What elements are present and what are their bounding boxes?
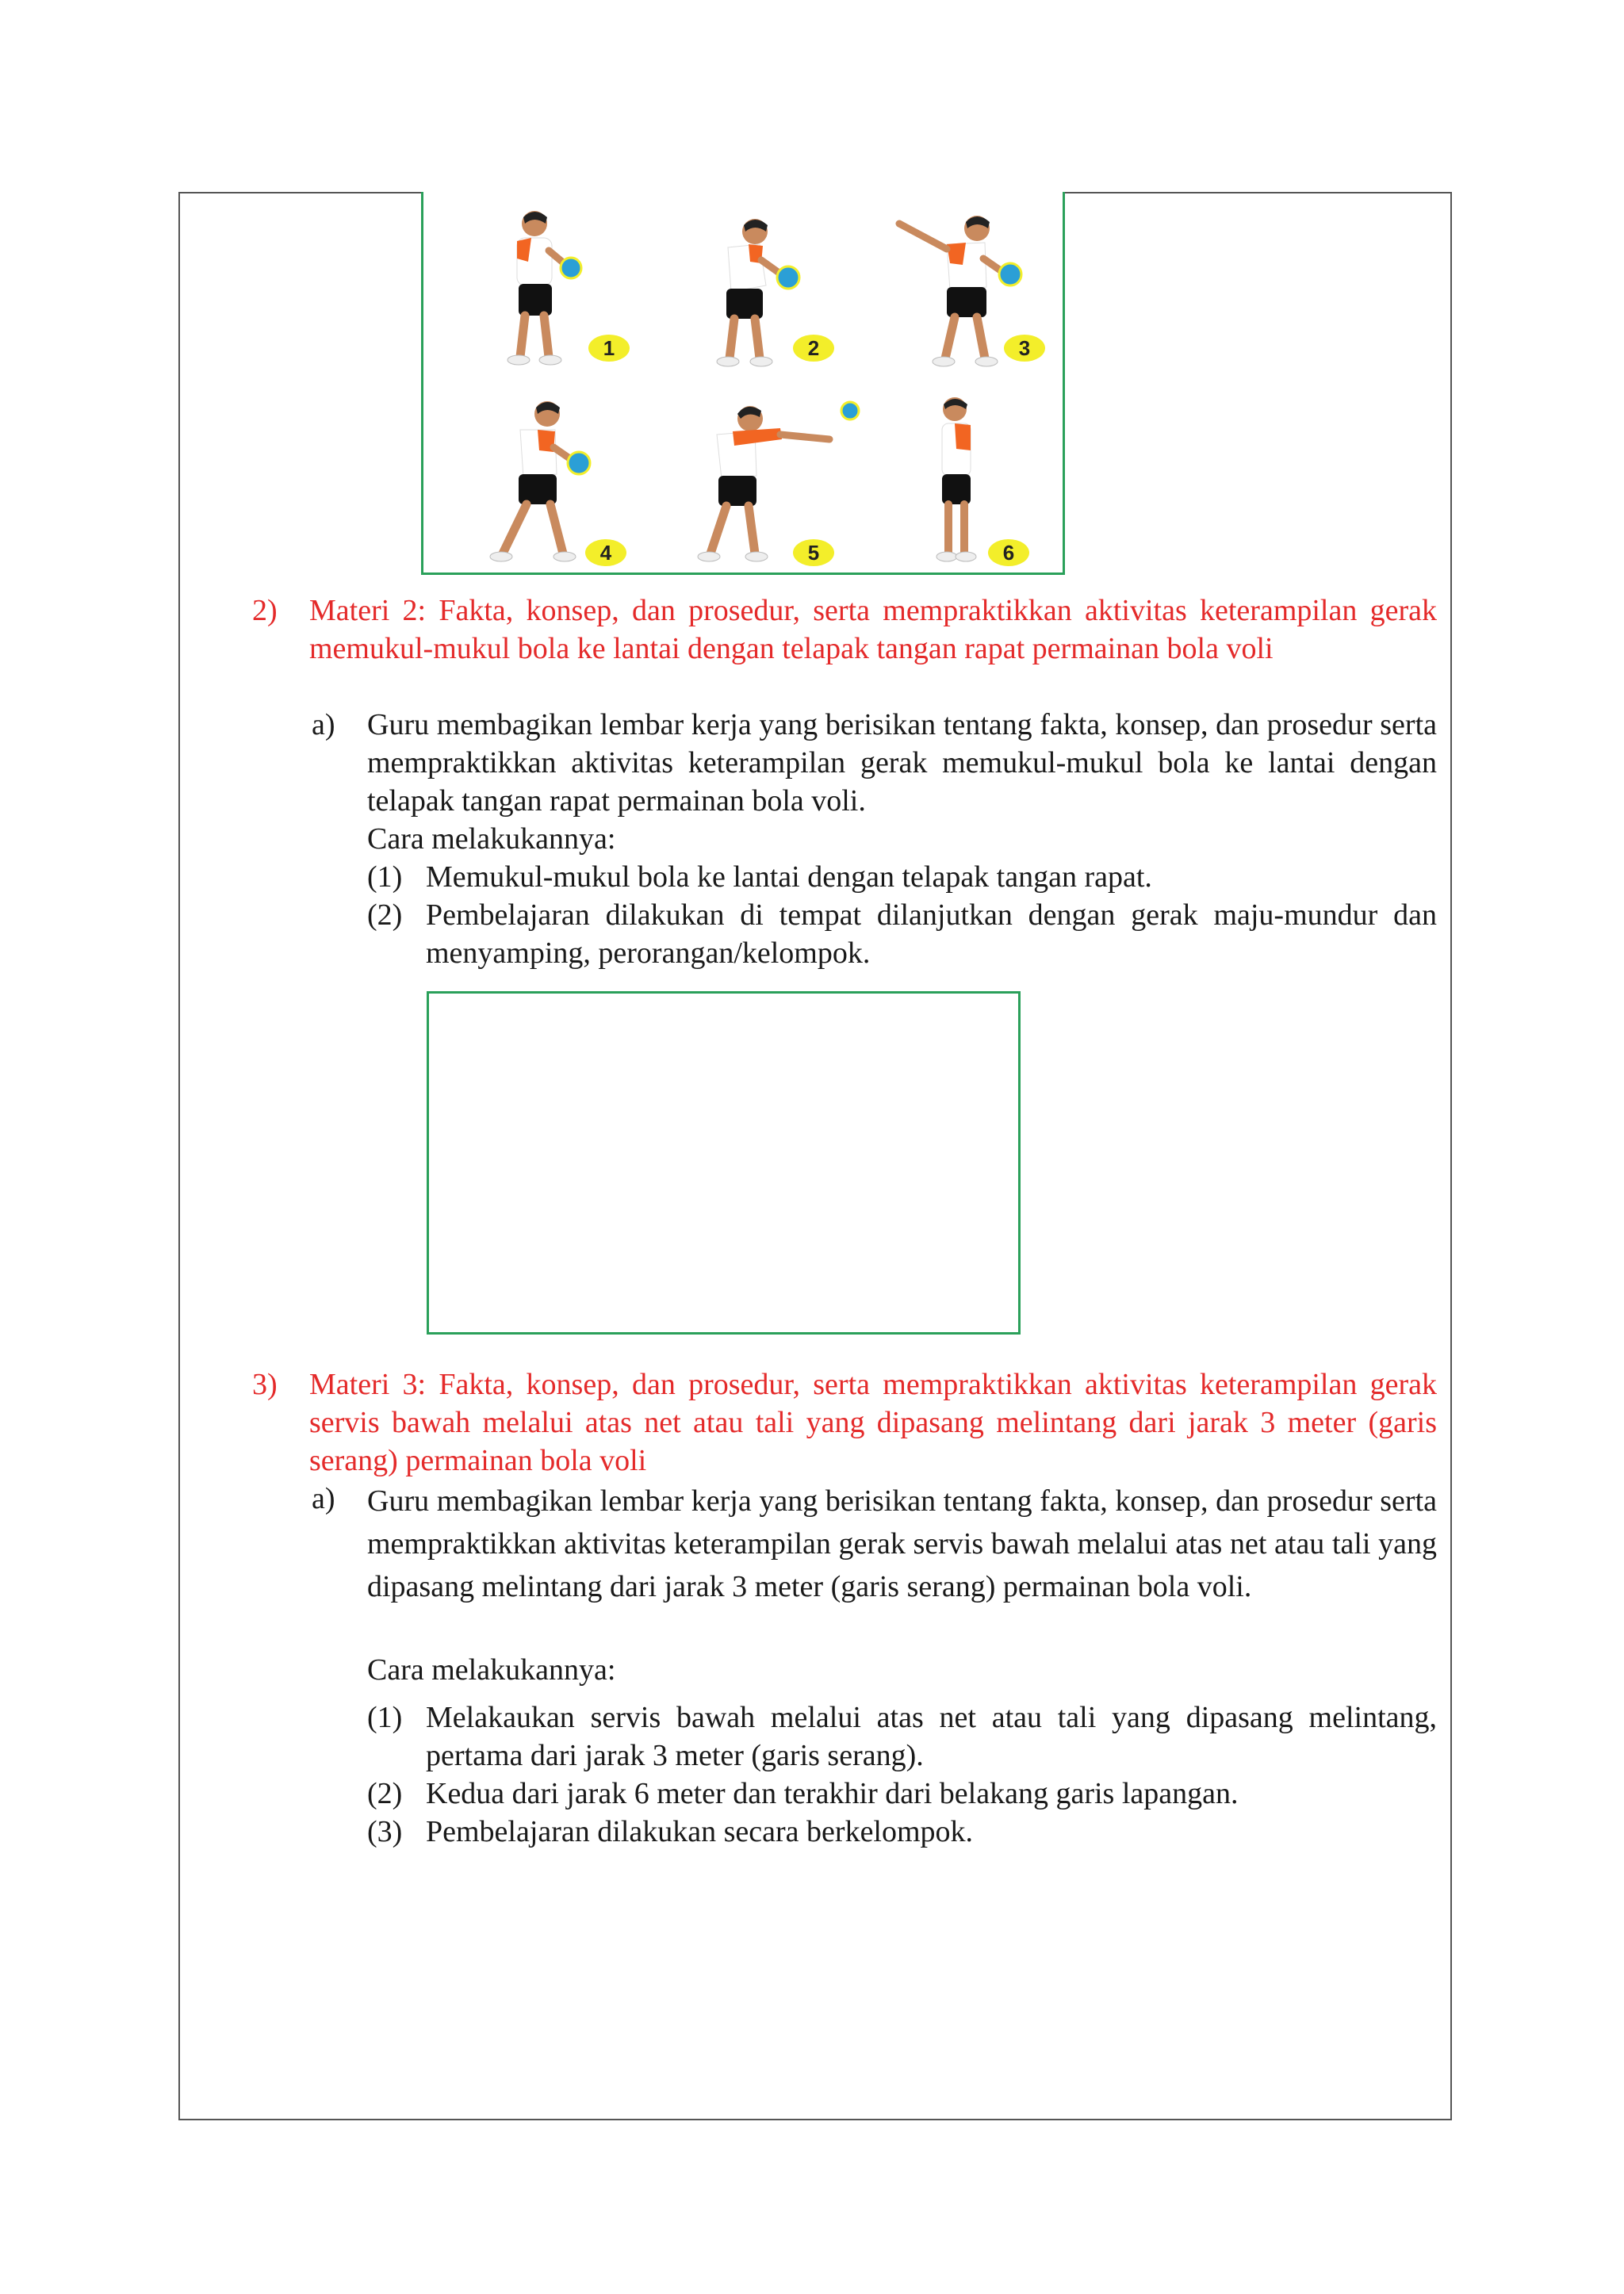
section-number: 3) [252,1368,278,1401]
step-number-badge: 1 [588,335,630,362]
paragraph: Guru membagikan lembar kerja yang berisikan tentang fakta, konsep, dan prosedur serta mempraktikkan aktivitas keterampilan gerak memukul-mukul bola ke lantai dengan telapak tangan rapat permainan bola voli. [367,708,1437,818]
step-text: Pembelajaran dilakukan secara berkelompok. [426,1815,974,1848]
step-marker: (1) [367,1701,403,1734]
figure-step-2 [661,200,844,370]
step-number-badge: 3 [1004,335,1045,362]
step-number-badge: 6 [988,539,1029,566]
step-number-badge: 2 [793,335,834,362]
figure-step-5 [661,390,868,569]
step-marker: (1) [367,860,403,894]
image-placeholder-frame [427,991,1021,1335]
section-number: 2) [252,594,278,627]
step-text: Memukul-mukul bola ke lantai dengan telapak tangan rapat. [426,860,1152,894]
figure-step-1 [455,200,630,370]
player-illustration [661,390,868,569]
step-number-badge: 4 [585,539,626,566]
list-marker: a) [312,708,335,741]
how-to-label: Cara melakukannya: [367,822,616,856]
step-text: Kedua dari jarak 6 meter dan terakhir dari belakang garis lapangan. [426,1777,1239,1810]
list-marker: a) [312,1482,335,1515]
step-number-badge: 5 [793,539,834,566]
step-marker: (3) [367,1815,403,1848]
figure-step-3 [868,200,1058,370]
step-marker: (2) [367,1777,403,1810]
step-marker: (2) [367,898,403,932]
figure-step-4 [455,390,630,569]
section-title: Materi 3: Fakta, konsep, dan prosedur, serta mempraktikkan aktivitas keterampilan gerak servis bawah melalui atas net atau tali yang dipasang melintang dari jarak 3 meter (garis serang) permainan bola voli [309,1368,1437,1477]
section-title: Materi 2: Fakta, konsep, dan prosedur, serta mempraktikkan aktivitas keterampilan gerak memukul-mukul bola ke lantai dengan telapak tangan rapat permainan bola voli [309,594,1437,665]
step-text: Pembelajaran dilakukan di tempat dilanjutkan dengan gerak maju-mundur dan menyamping, perorangan/kelompok. [426,898,1437,970]
how-to-label: Cara melakukannya: [367,1653,616,1687]
step-text: Melakaukan servis bawah melalui atas net atau tali yang dipasang melintang, pertama dari jarak 3 meter (garis serang). [426,1701,1437,1772]
serve-steps-figure [421,192,1065,575]
figure-step-6 [907,390,1050,569]
player-illustration [907,390,1050,569]
paragraph: Guru membagikan lembar kerja yang berisikan tentang fakta, konsep, dan prosedur serta mempraktikkan aktivitas keterampilan gerak servis bawah melalui atas net atau tali yang dipasang melintang dari jarak 3 meter (garis serang) permainan bola voli. [367,1484,1437,1603]
